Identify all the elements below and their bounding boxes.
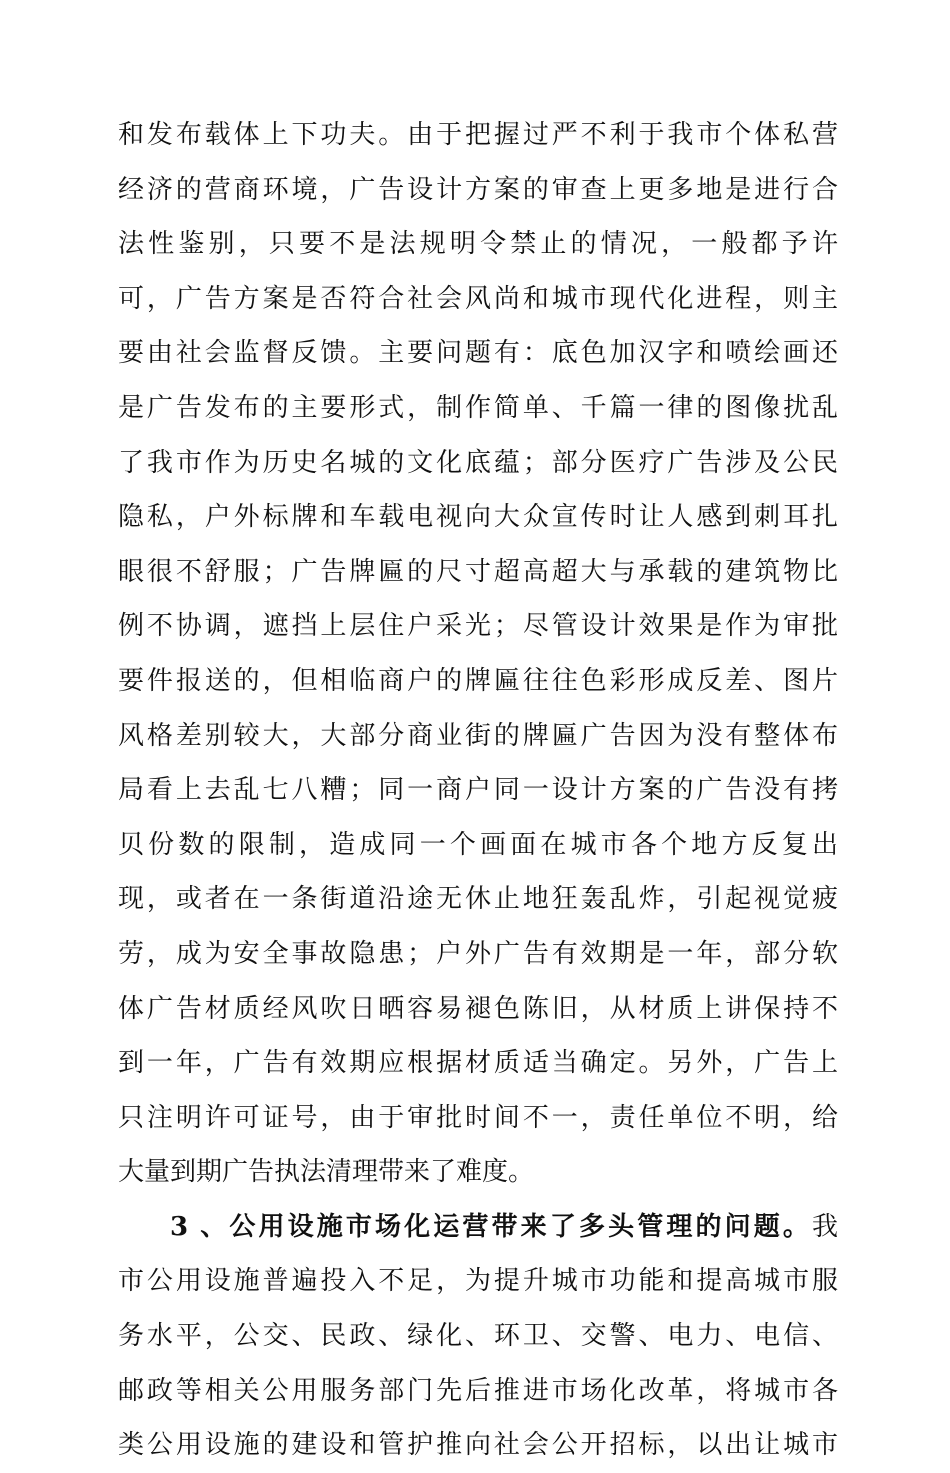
paragraph-1-line-3: 法性鉴别，只要不是法规明令禁止的情况，一般都予许 bbox=[118, 229, 838, 260]
paragraph-1-line-12: 风格差别较大，大部分商业街的牌匾广告因为没有整体布 bbox=[118, 720, 838, 751]
paragraph-1-line-5: 要由社会监督反馈。主要问题有：底色加汉字和喷绘画还 bbox=[118, 338, 838, 369]
paragraph-1-line-8: 隐私，户外标牌和车载电视向大众宣传时让人感到刺耳扎 bbox=[118, 502, 838, 533]
paragraph-1-line-7: 了我市作为历史名城的文化底蕴；部分医疗广告涉及公民 bbox=[118, 447, 838, 478]
body-text bbox=[118, 108, 838, 1473]
paragraph-1-line-16: 劳，成为安全事故隐患；户外广告有效期是一年，部分软 bbox=[118, 938, 838, 969]
paragraph-1-line-9: 眼很不舒服；广告牌匾的尺寸超高超大与承载的建筑物比 bbox=[118, 556, 838, 587]
paragraph-1-line-1: 和发布载体上下功夫。由于把握过严不利于我市个体私营 bbox=[118, 120, 838, 150]
paragraph-1-line-6: 是广告发布的主要形式，制作简单、千篇一律的图像扰乱 bbox=[118, 392, 838, 423]
paragraph-1-line-17: 体广告材质经风吹日晒容易褪色陈旧，从材质上讲保持不 bbox=[118, 993, 838, 1024]
paragraph-2-line-4: 邮政等相关公用服务部门先后推进市场化改革，将城市各 bbox=[118, 1375, 838, 1406]
paragraph-1-line-18: 到一年，广告有效期应根据材质适当确定。另外，广告上 bbox=[118, 1048, 838, 1079]
paragraph-2-line-2: 市公用设施普遍投入不足，为提升城市功能和提高城市服 bbox=[118, 1266, 838, 1297]
paragraph-1-line-10: 例不协调，遮挡上层住户采光；尽管设计效果是作为审批 bbox=[118, 611, 838, 642]
paragraph-1-line-11: 要件报送的，但相临商户的牌匾往往色彩形成反差、图片 bbox=[118, 665, 838, 696]
paragraph-1-line-2: 经济的营商环境，广告设计方案的审查上更多地是进行合 bbox=[118, 174, 838, 205]
paragraph-1-line-14: 贝份数的限制，造成同一个画面在城市各个地方反复出 bbox=[118, 829, 838, 860]
paragraph-2-line-1 bbox=[118, 1200, 838, 1255]
paragraph-2-line-3: 务水平，公交、民政、绿化、环卫、交警、电力、电信、 bbox=[118, 1321, 838, 1352]
paragraph-1-line-13: 局看上去乱七八糟；同一商户同一设计方案的广告没有拷 bbox=[118, 775, 838, 806]
paragraph-2-line-5: 类公用设施的建设和管护推向社会公开招标，以出让城市 bbox=[118, 1430, 838, 1461]
paragraph-1-line-19: 只注明许可证号，由于审批时间不一，责任单位不明，给 bbox=[118, 1102, 838, 1133]
paragraph-2-first-line-rest: 我 bbox=[811, 1211, 838, 1242]
section-heading: 3 、公用设施市场化运营带来了多头管理的问题。 bbox=[170, 1211, 812, 1242]
paragraph-1-line-15: 现，或者在一条街道沿途无休止地狂轰乱炸，引起视觉疲 bbox=[118, 884, 838, 915]
paragraph-1-line-20: 大量到期广告执法清理带来了难度。 bbox=[118, 1157, 535, 1188]
paragraph-1-line-4: 可，广告方案是否符合社会风尚和城市现代化进程，则主 bbox=[118, 283, 838, 314]
